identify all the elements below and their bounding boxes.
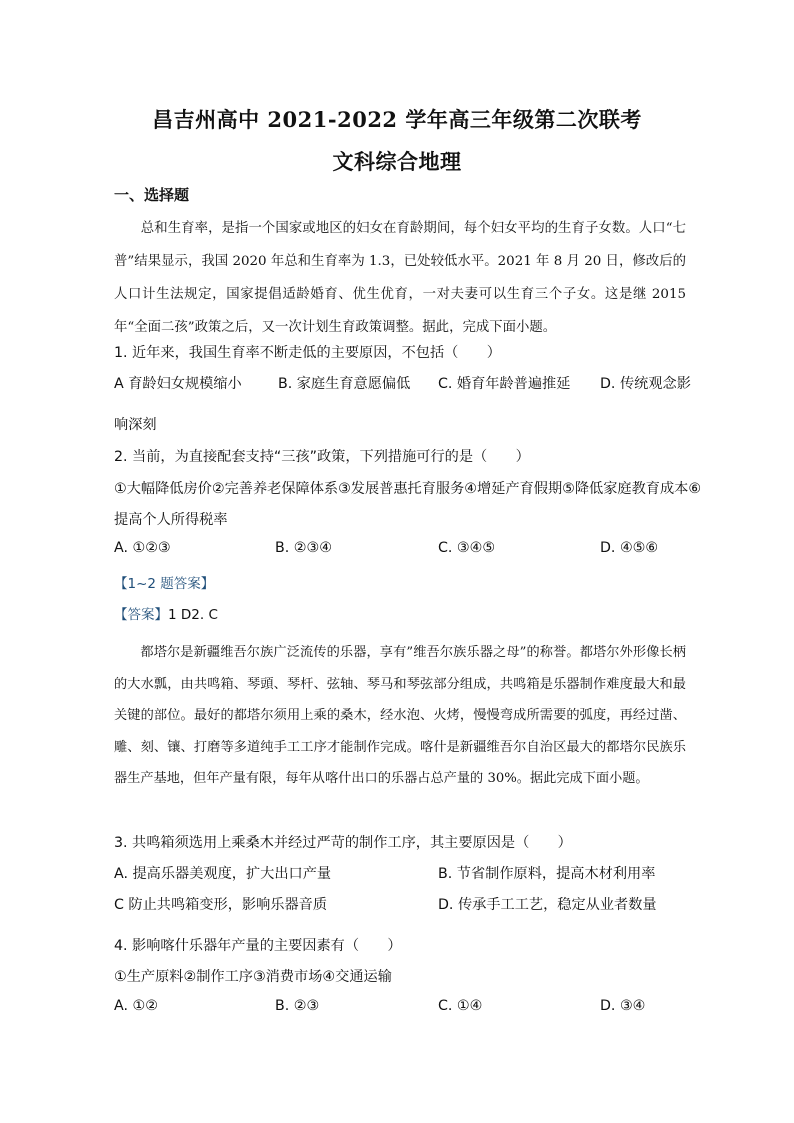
exam-title: 昌吉州高中 2021-2022 学年高三年级第二次联考 [152,107,642,132]
passage-dutar: 都塔尔是新疆维吾尔族广泛流传的乐器，享有”维吾尔族乐器之母”的称誉。都塔尔外形像长柄的大水瓢，由共鸣箱、琴頭、琴杆、弦轴、琴马和琴弦部分组成，共鸣箱是乐器制作难度最大和最关键的部位。最好的都塔尔须用上乘的桑木，经水泡、火烤，慢慢弯成所需要的弧度，再经过凿、雕、刻、镶、打磨等多道纯手工工序才能制作完成。喀什是新疆维吾尔自治区最大的都塔尔民族乐器生产基地，但年产量有限，每年从喀什出口的乐器占总产量的 30%。据此完成下面小题。 [114,645,686,786]
question-4-option-d[interactable]: D. ③④ [600,998,646,1014]
question-4-option-c[interactable]: C. ①④ [438,998,483,1014]
answer-block-label: 【1~2 题答案】 [114,576,215,592]
question-1-option-a[interactable]: A 育龄妇女规模缩小 [114,376,242,392]
question-2-options [114,540,694,560]
question-4-items: ①生产原料②制作工序③消费市场④交通运输 [114,969,392,985]
answer-key-label: 【答案】 [114,607,168,623]
question-3-option-b[interactable]: B. 节省制作原料，提高木材利用率 [438,866,656,882]
answer-line [114,603,218,623]
question-1-option-d[interactable]: D. 传统观念影 [600,376,691,392]
question-3-options-row1 [114,863,694,883]
exam-subject-title: 文科综合地理 [332,149,462,174]
question-3-option-c[interactable]: C 防止共鸣箱变形，影响乐器音质 [114,897,328,913]
question-2-option-b[interactable]: B. ②③④ [275,540,332,556]
question-3-stem: 3. 共鸣箱须选用上乘桑木并经过严苛的制作工序，其主要原因是（ ） [114,835,572,851]
passage-fertility: 总和生育率，是指一个国家或地区的妇女在育龄期间，每个妇女平均的生育子女数。人口“七普”结果显示，我国 2020 年总和生育率为 1.3，已处较低水平。2021 年 8 月 20 日，修改后的人口计生法规定，国家提倡适龄婚育、优生优育，一对夫妻可以生育三个子女。这是继 2015 年“全面二孩”政策之后，又一次计划生育政策调整。据此，完成下面小题。 [114,221,686,335]
question-1-options [114,373,694,393]
question-4-options [114,998,694,1018]
question-2-items-line1: ①大幅降低房价②完善养老保障体系③发展普惠托育服务④增延产育假期⑤降低家庭教育成本⑥ [114,481,702,497]
question-2-option-a[interactable]: A. ①②③ [114,540,171,556]
section-heading: 一、选择题 [114,186,190,204]
question-2-option-c[interactable]: C. ③④⑤ [438,540,496,556]
question-3-option-a[interactable]: A. 提高乐器美观度，扩大出口产量 [114,866,332,882]
question-2-stem: 2. 当前，为直接配套支持“三孩”政策，下列措施可行的是（ ） [114,449,530,465]
question-1-stem: 1. 近年来，我国生育率不断走低的主要原因，不包括（ ） [114,345,501,361]
question-3-option-d[interactable]: D. 传承手工工艺，稳定从业者数量 [438,897,657,913]
answer-value: 1 D2. C [168,607,218,623]
question-1-option-d-continuation: 响深刻 [114,417,157,433]
question-3-options-row2 [114,894,694,914]
question-2-items-line2: 提高个人所得税率 [114,512,228,528]
question-4-option-b[interactable]: B. ②③ [275,998,320,1014]
question-4-option-a[interactable]: A. ①② [114,998,158,1014]
question-1-option-c[interactable]: C. 婚育年龄普遍推延 [438,376,571,392]
question-4-stem: 4. 影响喀什乐器年产量的主要因素有（ ） [114,938,402,954]
question-2-option-d[interactable]: D. ④⑤⑥ [600,540,659,556]
question-1-option-b[interactable]: B. 家庭生育意愿偏低 [278,376,411,392]
